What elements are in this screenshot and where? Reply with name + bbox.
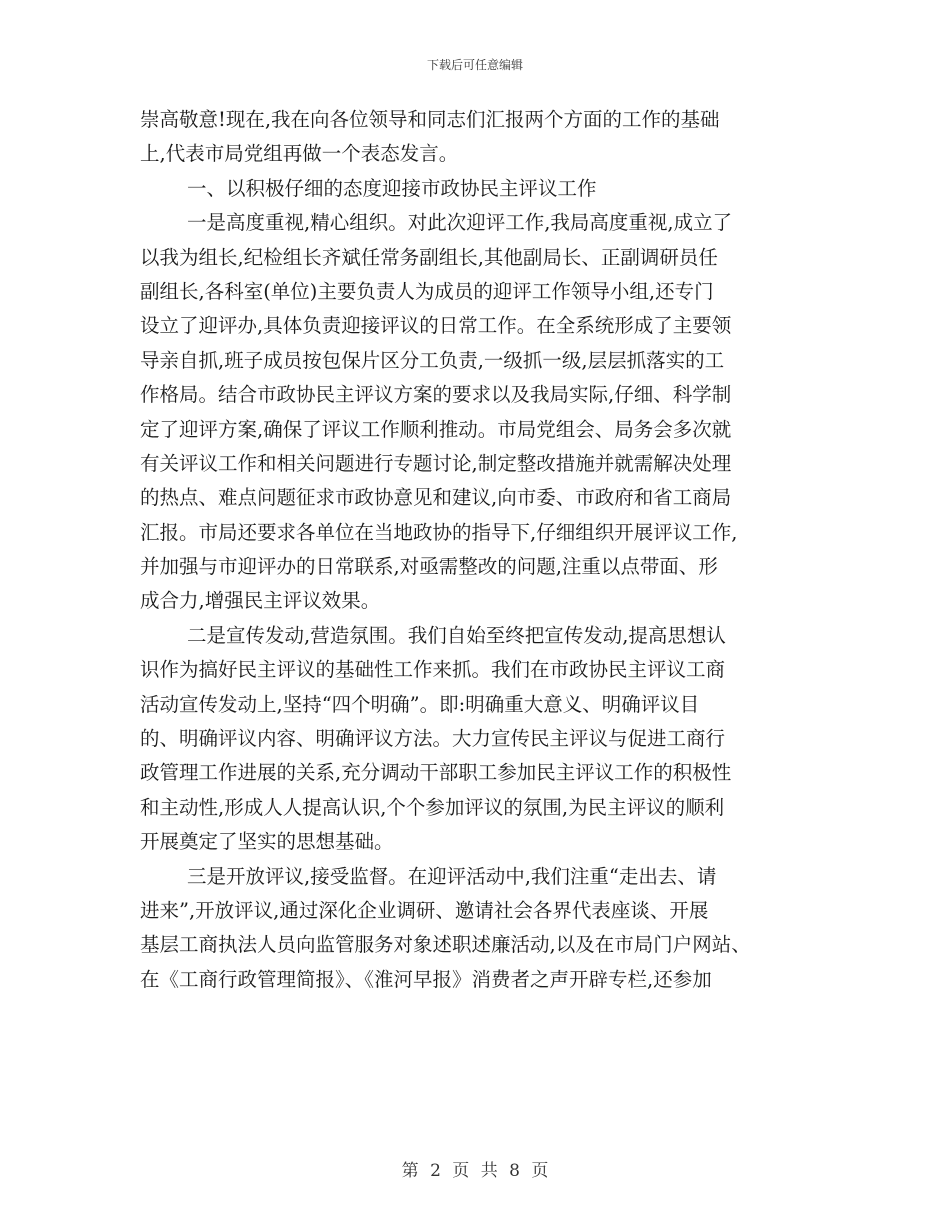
text-line: 进来”,开放评议,通过深化企业调研、邀请社会各界代表座谈、开展 — [140, 898, 709, 922]
text-line: 开展奠定了坚实的思想基础。 — [140, 830, 394, 854]
text-line: 活动宣传发动上,坚持“四个明确”。即:明确重大意义、明确评议目 — [140, 692, 700, 716]
text-line: 和主动性,形成人人提高认识,个个参加评议的氛围,为民主评议的顺利 — [140, 795, 725, 819]
text-line: 作格局。结合市政协民主评议方案的要求以及我局实际,仔细、科学制 — [140, 383, 732, 407]
text-line: 上,代表市局党组再做一个表态发言。 — [140, 142, 459, 166]
text-line: 的热点、难点问题征求市政协意见和建议,向市委、市政府和省工商局 — [140, 486, 732, 510]
text-line: 汇报。市局还要求各单位在当地政协的指导下,仔细组织开展评议工作, — [140, 520, 738, 544]
text-line: 三是开放评议,接受监督。在迎评活动中,我们注重“走出去、请 — [187, 864, 717, 888]
text-line: 政管理工作进展的关系,充分调动干部职工参加民主评议工作的积极性 — [140, 761, 732, 785]
text-line: 以我为组长,纪检组长齐斌任常务副组长,其他副局长、正副调研员任 — [140, 245, 718, 269]
page-footer: 第 2 页 共 8 页 — [401, 1161, 549, 1181]
text-line: 基层工商执法人员向监管服务对象述职述廉活动,以及在市局门户网站、 — [140, 933, 751, 957]
text-line: 设立了迎评办,具体负责迎接评议的日常工作。在全系统形成了主要领 — [140, 314, 732, 338]
text-line: 崇高敬意!现在,我在向各位领导和同志们汇报两个方面的工作的基础 — [140, 108, 720, 131]
text-line: 在《工商行政管理简报》、《淮河早报》消费者之声开辟专栏,还参加 — [140, 967, 712, 991]
text-line: 导亲自抓,班子成员按包保片区分工负责,一级抓一级,层层抓落实的工 — [140, 348, 725, 372]
text-line: 识作为搞好民主评议的基础性工作来抓。我们在市政协民主评议工商 — [140, 658, 726, 682]
text-line: 并加强与市迎评办的日常联系,对亟需整改的问题,注重以点带面、形 — [140, 555, 718, 579]
text-line: 的、明确评议内容、明确评议方法。大力宣传民主评议与促进工商行 — [140, 727, 726, 751]
text-line: 成合力,增强民主评议效果。 — [140, 589, 381, 613]
text-line: 二是宣传发动,营造氛围。我们自始至终把宣传发动,提高思想认 — [187, 623, 726, 647]
text-line: 一、以积极仔细的态度迎接市政协民主评议工作 — [187, 176, 597, 200]
document-body — [140, 103, 820, 997]
text-line: 有关评议工作和相关问题进行专题讨论,制定整改措施并就需解决处理 — [140, 451, 732, 475]
page-header: 下载后可任意编辑 — [426, 58, 523, 72]
text-line: 一是高度重视,精心组织。对此次迎评工作,我局高度重视,成立了 — [187, 211, 733, 235]
text-line: 定了迎评方案,确保了评议工作顺利推动。市局党组会、局务会多次就 — [140, 417, 732, 441]
text-line: 副组长,各科室(单位)主要负责人为成员的迎评工作领导小组,还专门 — [140, 279, 714, 303]
